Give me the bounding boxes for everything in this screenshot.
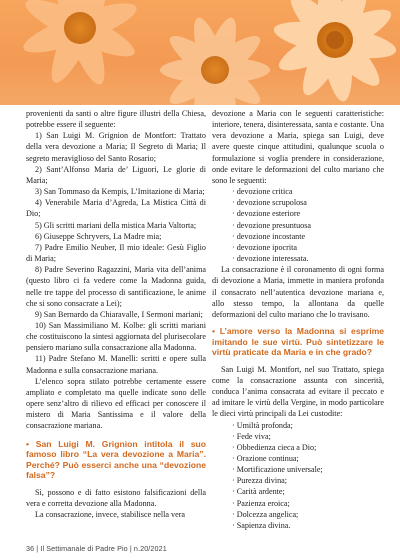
list-item: · Obbedienza cieca a Dio;: [232, 442, 317, 452]
list-item: · Fede viva;: [232, 431, 271, 441]
paragraph: devozione a Maria con le seguenti caratteristiche: interiore, tenera, disinteressata, santa e costante. Una vera devozione a Maria, spiega san Luigi, deve avere queste cinque attitudini, qualunque scuola o formulazione si voglia prendere in considerazione, onde evitare le deformazioni del culto mariano che sono le seguenti:: [212, 109, 384, 185]
question-heading: • L’amore verso la Madonna si esprime imitando le sue virtù. Può sintetizzare le virtù praticate da Maria e in che grado?: [212, 325, 384, 358]
paragraph: provenienti da santi o altre figure illustri della Chiesa, potrebbe essere il seguente:: [26, 109, 206, 130]
page-footer: 36 | Il Settimanale di Padre Pio | n.20/2021: [26, 544, 167, 553]
list-item: 3) San Tommaso da Kempis, L’Imitazione di Maria;: [35, 187, 205, 197]
list-item: · Sapienza divina.: [232, 520, 291, 530]
list-item: · devozione interessata.: [232, 254, 309, 264]
list-item: 10) San Massimiliano M. Kolbe: gli scritti mariani che costituiscono la sintesi aggiornata del plurisecolare pensiero mariano sulla consacrazione alla Madonna.: [26, 320, 206, 353]
flower-illustration: [0, 0, 400, 105]
list-item: · Dolcezza angelica;: [232, 509, 299, 519]
list-item: · Mortificazione universale;: [232, 465, 323, 475]
list-item: · Carità ardente;: [232, 487, 285, 497]
list-item: · devozione incostante: [232, 231, 306, 241]
list-item: · Pazienza eroica;: [232, 498, 290, 508]
list-item: · Purezza divina;: [232, 476, 288, 486]
left-column: [26, 108, 206, 520]
paragraph: Sì, possono e di fatto esistono falsificazioni della vera e corretta devozione alla Madonna.: [26, 487, 206, 509]
paragraph: La consacrazione, invece, stabilisce nella vera: [35, 510, 186, 520]
paragraph: L’elenco sopra stilato potrebbe certamente essere ampliato e completato ma quelle indicate sono delle opere senz’altro di rilievo ed efficaci per conoscere il mistero di Maria Santissima e il valore della consacrazione mariana.: [26, 376, 206, 431]
list-item: · Umiltà profonda;: [232, 420, 293, 430]
list-item: · devozione critica: [232, 187, 293, 197]
list-item: 8) Padre Severino Ragazzini, Maria vita dell’anima (questo libro ci fa vedere come la Madonna guida, nelle tre tappe del processo di santificazione, le anime che si sono consacrate a Lei);: [26, 265, 206, 308]
question-heading: • San Luigi M. Grignion intitola il suo famoso libro “La vera devozione a Maria”. Perché? Può esserci anche una “devozione falsa”?: [26, 438, 206, 481]
flower-banner: [0, 0, 400, 105]
virtue-list: [212, 420, 384, 532]
right-column: [212, 108, 384, 531]
list-item: 11) Padre Stefano M. Manelli: scritti e opere sulla Madonna e sulla consacrazione mariana.: [26, 354, 206, 375]
bullet-icon: •: [212, 325, 220, 336]
paragraph: La consacrazione è il coronamento di ogni forma di devozione a Maria, immette in maniera profonda il consacrato nell’autentica devozione mariana e, allo stesso tempo, la allontana da quelle deformazioni del culto mariano che lo travisano.: [212, 265, 384, 319]
list-item: · devozione ipocrita: [232, 242, 297, 252]
list-item: 4) Venerabile Maria d’Agreda, La Mistica Città di Dio;: [26, 198, 206, 219]
list-item: 7) Padre Emilio Neuber, Il mio ideale: Gesù Figlio di Maria;: [26, 242, 206, 264]
bullet-icon: •: [26, 438, 36, 449]
list-item: · devozione scrupolosa: [232, 198, 307, 208]
list-item: 6) Giuseppe Schryvers, La Madre mia;: [35, 231, 162, 241]
list-item: 2) Sant’Alfonso Maria de’ Liguori, Le glorie di Maria;: [26, 164, 206, 185]
list-item: 5) Gli scritti mariani della mistica Maria Valtorta;: [35, 220, 197, 230]
list-item: 9) San Bernardo da Chiaravalle, I Sermoni mariani;: [35, 309, 203, 319]
list-item: 1) San Luigi M. Grignion de Montfort: Trattato della vera devozione a Maria; Il Segreto di Maria; Il segreto meraviglioso del Santo Rosario;: [26, 131, 206, 163]
list-item: · devozione esteriore: [232, 209, 301, 219]
list-item: · devozione presuntuosa: [232, 220, 311, 230]
paragraph: San Luigi M. Montfort, nel suo Trattato, spiega come la consacrazione assunta con sincerità, conduca l’anima consacrata ad evitare il peccato e ad imitare le virtù della Vergine, in modo particolare le dieci virtù principali da Lei custodite:: [212, 364, 384, 419]
list-item: · Orazione continua;: [232, 454, 299, 463]
deformation-list: [212, 186, 384, 264]
